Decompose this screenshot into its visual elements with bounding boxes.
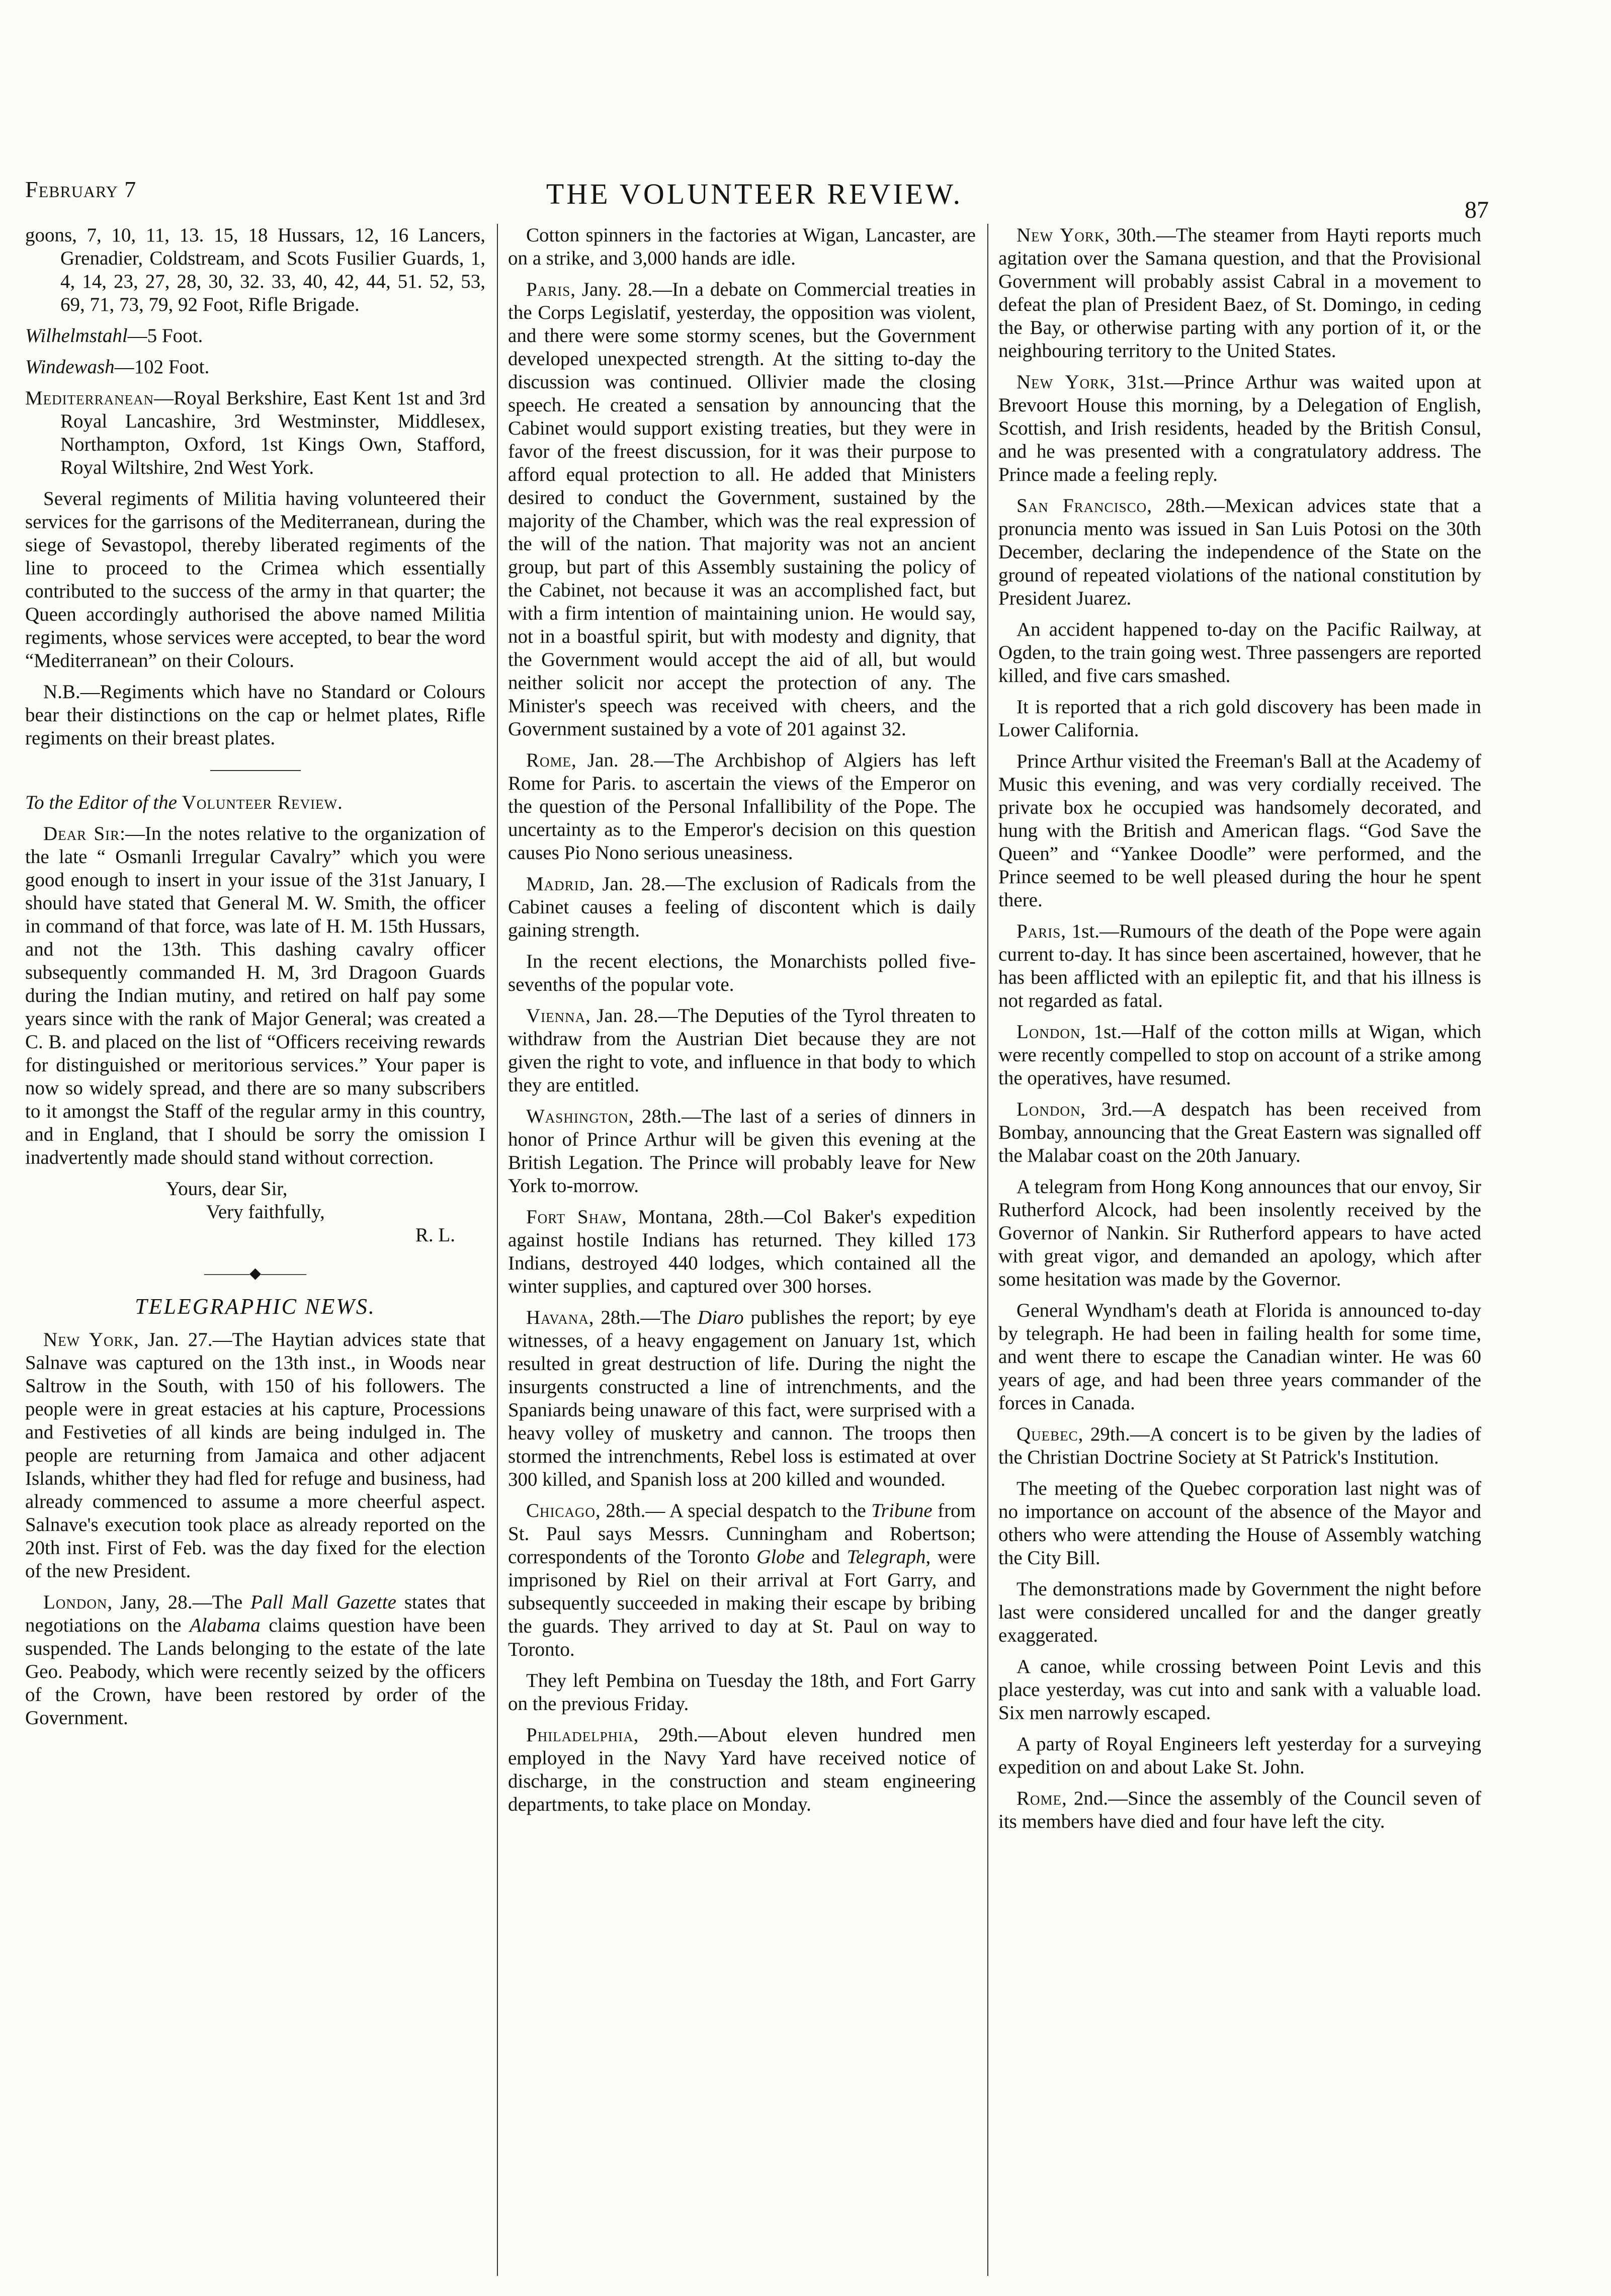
news-item: A canoe, while crossing between Point Levis and this place yesterday, was cut into and sank with a valuable load. Six men narrowly escaped. — [998, 1656, 1481, 1724]
news-item: Prince Arthur visited the Freeman's Ball at the Academy of Music this evening, and was very cordially received. The private box he occupied was handsomely decorated, and hung with the British and American flags. “God Save the Queen” and “Yankee Doodle” were performed, and the Prince seemed to be well pleased during the hour he spent there. — [998, 750, 1481, 911]
news-text: , 28th.—The — [588, 1307, 698, 1328]
news-item — [508, 1004, 976, 1097]
dateline: Chicago — [526, 1500, 596, 1521]
news-text: publishes the report; by eye witnesses, of a heavy engagement on January 1st, which resulted in great destruction of life. During the night the insurgents constructed a line of intrenchments, and the Spaniards being unaware of this fact, were surprised with a heavy volley of musketry and cannon. The troops then stormed the intrenchments, Rebel loss is estimated at over 300 killed, and Spanish loss at 200 killed and wounded. — [508, 1307, 976, 1490]
news-text: , 1st.—Rumours of the death of the Pope were again current to-day. It has since been ascertained, however, that he has been afflicted with an epileptic fit, and that his illness is not regarded as fatal. — [998, 920, 1481, 1011]
battle-regiments: —Royal Berkshire, East Kent 1st and 3rd Royal Lancashire, 3rd Westminster, Middlesex, Northampton, Oxford, 1st Kings Own, Stafford, Royal Wiltshire, 2nd West York. — [60, 387, 485, 478]
dateline: Rome — [1016, 1788, 1062, 1809]
news-text: , 29th.—A concert is to be given by the ladies of the Christian Doctrine Society at St Patrick's Institution. — [998, 1423, 1481, 1468]
letter-signature: R. L. — [415, 1224, 455, 1246]
letter-body — [25, 822, 485, 1169]
news-item — [25, 1591, 485, 1730]
dateline: London — [1016, 1021, 1081, 1043]
page-number: 87 — [1465, 197, 1489, 223]
battle-regiments: —5 Foot. — [127, 325, 203, 347]
issue-date: February 7 — [25, 177, 137, 202]
news-text: , were imprisoned by Riel on their arrival at Fort Garry, and subsequently succeeded in making their escape by bribing the guards. They arrived to day at St. Paul on way to Toronto. — [508, 1546, 976, 1660]
dateline: New York — [1016, 371, 1110, 393]
dateline: Paris — [526, 279, 571, 300]
news-item — [508, 749, 976, 865]
news-item: An accident happened to-day on the Pacific Railway, at Ogden, to the train going west. Three passengers are reported killed, and five cars smashed. — [998, 619, 1481, 687]
news-item: The demonstrations made by Government the night before last were considered uncalled for and the danger greatly exaggerated. — [998, 1578, 1481, 1646]
dateline: Washington — [526, 1106, 629, 1127]
news-item: General Wyndham's death at Florida is announced to-day by telegraph. He had been in failing health for some time, and went there to escape the Canadian winter. He was 60 years of age, and had been three years commander of the forces in Canada. — [998, 1300, 1481, 1414]
battle-honour-entry — [25, 324, 485, 348]
letter-address — [25, 791, 485, 814]
news-item — [998, 1423, 1481, 1469]
column-2 — [508, 224, 976, 2266]
news-item — [508, 1105, 976, 1198]
letter-address-prefix: To the Editor of the — [25, 792, 177, 813]
dateline: Philadelphia — [526, 1724, 634, 1746]
news-text: , Jan. 28.—The Deputies of the Tyrol threaten to withdraw from the Austrian Diet because they are not given the right to vote, and influence in that body to which they are entitled. — [508, 1005, 976, 1096]
news-item — [998, 224, 1481, 363]
newspaper-name: Telegraph — [846, 1546, 926, 1568]
news-text: from St. Paul says Messrs. Cunningham and Robertson; correspondents of the Toronto — [508, 1500, 976, 1568]
column-divider — [987, 224, 988, 2276]
battle-honour-entry — [25, 387, 485, 479]
news-item — [508, 1499, 976, 1661]
section-divider — [210, 770, 301, 771]
news-text: , 31st.—Prince Arthur was waited upon at Brevoort House this morning, by a Delegation of English, Scottish, and Irish residents, headed by the British Consul, and he was presented with a congratulatory address. The Prince made a feeling reply. — [998, 371, 1481, 485]
news-item — [25, 1328, 485, 1583]
news-item: The meeting of the Quebec corporation last night was of no importance on account of the absence of the Mayor and others who were attending the House of Assembly watching the City Bill. — [998, 1478, 1481, 1569]
news-text: , 29th.—About eleven hundred men employed in the Navy Yard have received notice of discharge, in the construction and steam engineering departments, to take place on Monday. — [508, 1724, 976, 1815]
news-text: claims question have been suspended. The Lands belonging to the estate of the late Geo. Peabody, which were recently seized by the officers of the Crown, have been restored by order of the Government. — [25, 1614, 485, 1729]
dateline: Vienna — [526, 1005, 586, 1027]
dateline: Quebec — [1016, 1423, 1078, 1445]
dateline: Madrid — [526, 873, 590, 895]
letter-closing: Very faithfully, — [206, 1201, 325, 1223]
news-item: They left Pembina on Tuesday the 18th, and Fort Garry on the previous Friday. — [508, 1670, 976, 1715]
news-item — [508, 1206, 976, 1298]
news-item — [508, 873, 976, 942]
letter-address-paper: Volunteer Review. — [182, 792, 343, 813]
news-item — [998, 1787, 1481, 1833]
news-text: and — [804, 1546, 847, 1568]
column-3 — [998, 224, 1481, 2266]
column-1 — [25, 224, 485, 2266]
ornament-divider: ———◆——— — [204, 1265, 307, 1282]
battle-honour-entry — [25, 356, 485, 379]
news-text: , 28th.—The last of a series of dinners in honor of Prince Arthur will be given this evening at the British Legation. The Prince will probably leave for New York to-morrow. — [508, 1106, 976, 1197]
dateline: Fort Shaw — [526, 1206, 622, 1228]
news-item — [998, 920, 1481, 1012]
news-item: A party of Royal Engineers left yesterday for a surveying expedition on and about Lake St. John. — [998, 1733, 1481, 1778]
news-text: states that negotiations on the — [25, 1591, 485, 1636]
news-text: , 2nd.—Since the assembly of the Council seven of its members have died and four have left the city. — [998, 1788, 1481, 1832]
battle-name: Wilhelmstahl — [25, 325, 128, 347]
news-text: , 1st.—Half of the cotton mills at Wigan, which were recently compelled to stop on account of a strike among the operatives, have resumed. — [998, 1021, 1481, 1089]
letter-text: :—In the notes relative to the organization of the late “ Osmanli Irregular Cavalry” which you were good enough to insert in your issue of the 31st January, I should have stated that General M. W. Smith, the officer in command of that force, was late of H. M. 15th Hussars, and not the 13th. This dashing cavalry officer subsequently commanded H. M, 3rd Dragoon Guards during the Indian mutiny, and retired on half pay some years since with the rank of Major General; was created a C. B. and placed on the list of “Officers receiving rewards for distinguished or meritorious services.” Your paper is now so widely spread, and there are so many subscribers to it amongst the Staff of the regular army in this country, and in England, that I should be sorry the omission I inadvertently made should stand without correction. — [25, 823, 485, 1168]
battle-regiments: —102 Foot. — [114, 356, 210, 378]
ship-name: Alabama — [189, 1614, 261, 1636]
militia-paragraph: Several regiments of Militia having volunteered their services for the garrisons of the Mediterranean, during the siege of Sevastopol, thereby liberated regiments of the line to proceed to the Crimea which essentially contributed to the success of the army in that quarter; the Queen accordingly authorised the above named Militia regiments, whose services were accepted, to bear the word “Mediterranean” on their Colours. — [25, 488, 485, 671]
news-text: , Jan. 28.—The Archbishop of Algiers has left Rome for Paris. to ascertain the views of the Emperor on the question of the Personal Infallibility of the Pope. The uncertainty as to the Emperor's decision on this question causes Pio Nono serious uneasiness. — [508, 749, 976, 864]
news-text: , Jany. 28.—In a debate on Commercial treaties in the Corps Legislatif, yesterday, the opposition was violent, and there were some stormy scenes, but the Government developed unexpected strength. At the sitting to-day the discussion was continued. Ollivier made the closing speech. He created a sensation by announcing that the Cabinet would support existing treaties, but they were in favor of the freest discussion, for it was their purpose to afford equal protection to all. He added that Ministers desired to conduct the Government, sustained by the majority of the Chamber, which was the real expression of the will of the nation. That majority was not an ancient group, but part of this Assembly sustaining the policy of the Cabinet, not because it was an accomplished fact, but with a firm intention of maintaining union. He would say, not in a boastful spirit, but with modesty and dignity, that the Government would accept the aid of all, but would neither solicit nor accept the protection of any. The Minister's speech was received with cheers, and the Government sustained by a vote of 201 against 32. — [508, 279, 976, 740]
news-item: Cotton spinners in the factories at Wigan, Lancaster, are on a strike, and 3,000 hands are idle. — [508, 224, 976, 269]
news-item — [508, 278, 976, 741]
news-text: , Montana, 28th.—Col Baker's expedition against hostile Indians has returned. They killed 173 Indians, destroyed 440 lodges, which contained all the winter supplies, and captured over 300 horses. — [508, 1206, 976, 1297]
publication-title: THE VOLUNTEER REVIEW. — [546, 178, 963, 210]
news-item — [508, 1306, 976, 1491]
news-text: , 30th.—The steamer from Hayti reports much agitation over the Samana question, and that the Provisional Government will probably assist Cabral in a movement to defeat the plan of President Baez, of St. Domingo, in ceding the Bay, or otherwise parting with any portion of it, or the neighbouring territory to the United States. — [998, 224, 1481, 362]
newspaper-name: Globe — [756, 1546, 805, 1568]
news-text: , 28th.—Mexican advices state that a pronuncia mento was issued in San Luis Potosi on the 30th December, declaring the independence of the State on the ground of repeated violations of the national constitution by President Juarez. — [998, 495, 1481, 609]
dateline: San Francisco — [1016, 495, 1147, 517]
dateline: Paris — [1016, 920, 1061, 942]
news-item — [998, 371, 1481, 486]
newspaper-name: Pall Mall Gazette — [250, 1591, 396, 1613]
news-item: A telegram from Hong Kong announces that our envoy, Sir Rutherford Alcock, had been insolently received by the Governor of Nankin. Sir Rutherford appears to have acted with great vigor, and demanded an apology, which after some hesitation was made by the Governor. — [998, 1176, 1481, 1290]
news-text: , Jan. 27.—The Haytian advices state that Salnave was captured on the 13th inst., in Woods near Saltrow in the South, with 150 of his followers. The people were in great estacies at his capture, Processions and Festiveties of all kinds are being indulged in. The people are returning from Jamaica and other adjacent Islands, whither they had fled for refuge and business, had already commenced to assume a more cheerful aspect. Salnave's execution took place as already reported on the 20th inst. First of Feb. was the day fixed for the election of the new President. — [25, 1329, 485, 1582]
newspaper-name: Tribune — [871, 1500, 932, 1521]
news-text: , Jany, 28.—The — [107, 1591, 251, 1613]
news-text: , Jan. 28.—The exclusion of Radicals from the Cabinet causes a feeling of discontent which is daily gaining strength. — [508, 873, 976, 941]
dateline: Havana — [526, 1307, 589, 1328]
dateline: New York — [43, 1329, 134, 1350]
news-item — [508, 1724, 976, 1816]
battle-name: Windewash — [25, 356, 115, 378]
dateline: London — [1016, 1098, 1081, 1120]
section-heading: TELEGRAPHIC NEWS. — [135, 1294, 376, 1319]
news-item — [998, 494, 1481, 610]
news-item — [998, 1098, 1481, 1167]
letter-salutation: Dear Sir — [43, 823, 120, 844]
page-header — [25, 166, 1489, 231]
news-text: , 3rd.—A despatch has been received from Bombay, announcing that the Great Eastern was signalled off the Malabar coast on the 20th January. — [998, 1098, 1481, 1166]
news-text: , 28th.— A special despatch to the — [596, 1500, 872, 1521]
news-item — [998, 1021, 1481, 1090]
dateline: Rome — [526, 749, 572, 771]
news-item: In the recent elections, the Monarchists polled five-sevenths of the popular vote. — [508, 951, 976, 995]
newspaper-name: Diaro — [697, 1307, 744, 1328]
regiment-list-continued: goons, 7, 10, 11, 13. 15, 18 Hussars, 12, 16 Lancers, Grenadier, Coldstream, and Scots Fusilier Guards, 1, 4, 14, 23, 27, 28, 30, 32. 33, 40, 42, 44, 51. 52, 53, 69, 71, 73, 79, 92 Foot, Rifle Brigade. — [25, 224, 485, 315]
letter-closing: Yours, dear Sir, — [166, 1178, 288, 1200]
news-item: It is reported that a rich gold discovery has been made in Lower California. — [998, 696, 1481, 741]
column-divider — [497, 224, 498, 2276]
battle-name: Mediterranean — [25, 387, 154, 409]
nb-paragraph: N.B.—Regiments which have no Standard or Colours bear their distinctions on the cap or helmet plates, Rifle regiments on their breast plates. — [25, 681, 485, 749]
dateline: London — [43, 1591, 108, 1613]
dateline: New York — [1016, 224, 1105, 246]
